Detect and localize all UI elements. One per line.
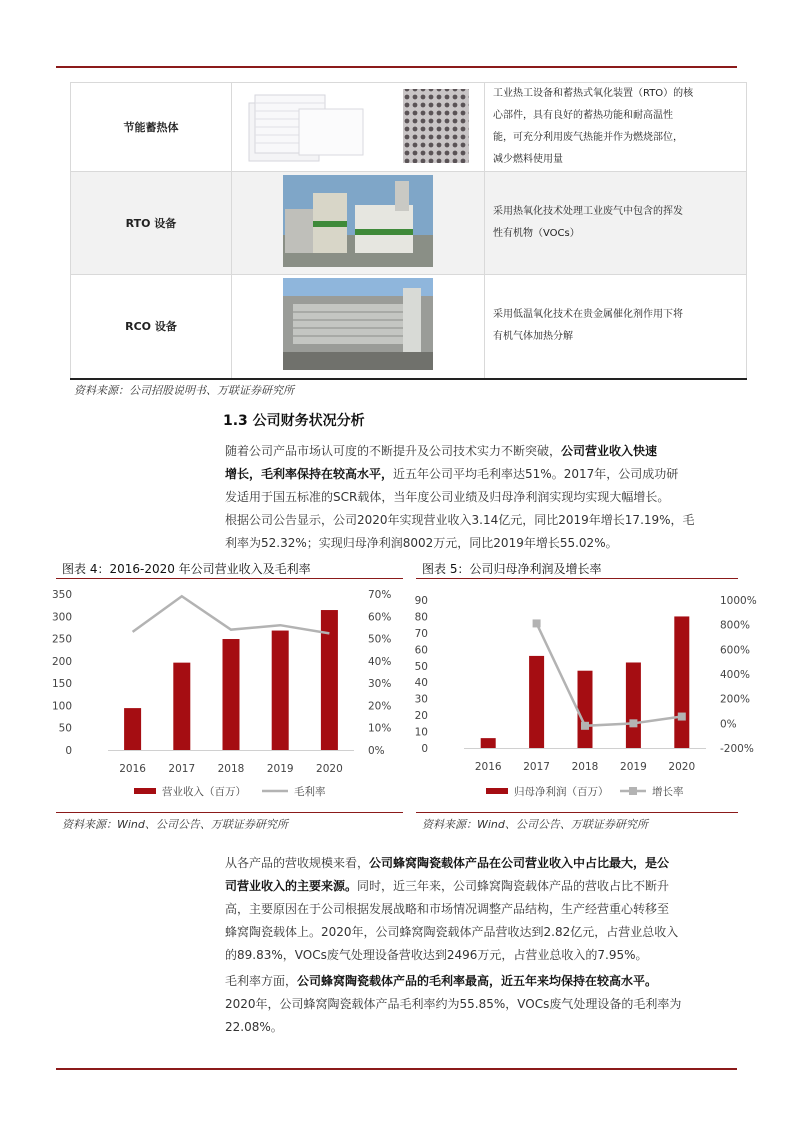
y-left-tick-label: 50 (414, 660, 428, 673)
product-image-rco (231, 275, 484, 379)
y-left-tick-label: 150 (51, 678, 72, 691)
product-table (70, 82, 747, 380)
y-left-tick-label: 10 (414, 726, 428, 739)
header-rule (56, 66, 737, 68)
y-left-tick-label: 20 (414, 710, 428, 723)
legend-bar-swatch (134, 788, 156, 794)
net-profit-growth-chart (414, 582, 757, 810)
figure-4-title-rule (56, 578, 403, 579)
y-right-tick-label: 1000% (720, 595, 757, 607)
legend-line-marker (629, 787, 637, 795)
y-right-tick-label: 400% (720, 669, 751, 681)
line-series (133, 596, 330, 633)
figure-4-bottom-rule (56, 812, 403, 813)
y-left-tick-label: 0 (421, 743, 428, 755)
y-left-tick-label: 300 (51, 611, 72, 624)
x-tick-label: 2017 (523, 761, 550, 773)
table-row (71, 172, 747, 275)
product-name: RCO 设备 (71, 275, 232, 379)
y-left-tick-label: 350 (51, 589, 72, 601)
x-tick-label: 2016 (474, 761, 502, 773)
y-left-tick-label: 100 (51, 700, 72, 713)
y-right-tick-label: 0% (720, 718, 737, 731)
y-right-tick-label: 0% (368, 745, 385, 757)
y-right-tick-label: 800% (720, 619, 751, 632)
bar (626, 662, 641, 748)
product-description: 工业热工设备和蓄热式氧化装置（RTO）的核 心部件，具有良好的蓄热功能和耐高温性 能，可充分利用废气热能并作为燃烧部位， 减少燃料使用量 (484, 83, 746, 172)
y-left-tick-label: 200 (51, 655, 72, 668)
paragraph-revenue-mix: 从各产品的营收规模来看，公司蜂窝陶瓷载体产品在公司营业收入中占比最大，是公 司营业收入的主要来源。同时，近三年来，公司蜂窝陶瓷载体产品的营收占比不断升 高，主要原因在于公司根据发展战略和市场情况调整产品结构，生产经营重心转移至 蜂窝陶瓷载体上。2020年，公司蜂窝陶瓷载体产品营收达到2.82亿元，占营业总收入 的89.83%，VOCs废气处理设备营收达到2496万元，占营业总收入的7.95%。 (225, 856, 679, 962)
section-heading: 1.3 公司财务状况分析 (223, 413, 365, 429)
y-right-tick-label: 50% (368, 633, 392, 646)
y-left-tick-label: 50 (58, 722, 72, 735)
x-tick-label: 2020 (668, 761, 696, 773)
revenue-margin-chart (51, 582, 406, 810)
footer-rule (56, 1068, 737, 1070)
y-right-tick-label: 30% (368, 678, 392, 691)
figure-5-title: 图表 5：公司归母净利润及增长率 (422, 562, 602, 576)
product-name: RTO 设备 (71, 172, 232, 275)
line-marker (581, 722, 589, 730)
y-left-tick-label: 70 (414, 627, 428, 640)
x-tick-label: 2019 (266, 763, 294, 775)
bar (272, 631, 289, 750)
figure-4-source-note: 资料来源：Wind、公司公告、万联证券研究所 (62, 818, 288, 831)
x-tick-label: 2016 (119, 763, 146, 775)
legend-bar-swatch (486, 788, 508, 794)
legend-bar-label: 营业收入（百万） (162, 786, 246, 798)
product-image-rto (231, 172, 484, 275)
legend-line-label: 增长率 (652, 786, 684, 798)
x-tick-label: 2018 (571, 761, 599, 773)
y-right-tick-label: 10% (368, 722, 392, 735)
figure-4-title: 图表 4：2016-2020 年公司营业收入及毛利率 (62, 562, 311, 576)
bar (481, 738, 496, 748)
x-tick-label: 2017 (168, 763, 196, 775)
y-right-tick-label: 60% (368, 611, 392, 624)
bar (223, 639, 240, 750)
product-description: 采用热氧化技术处理工业废气中包含的挥发 性有机物（VOCs） (484, 172, 746, 275)
y-left-tick-label: 60 (414, 644, 428, 657)
bar (529, 656, 544, 748)
line-marker (629, 719, 637, 727)
y-right-tick-label: -200% (720, 743, 754, 755)
y-left-tick-label: 90 (414, 595, 428, 607)
y-left-tick-label: 80 (414, 611, 428, 624)
legend-line-label: 毛利率 (294, 786, 326, 798)
table-row (71, 83, 747, 172)
bar (321, 610, 338, 750)
legend-bar-label: 归母净利润（百万） (514, 786, 609, 798)
y-left-tick-label: 250 (51, 633, 72, 646)
bar (173, 663, 190, 750)
line-marker (533, 619, 541, 627)
y-left-tick-label: 0 (65, 745, 72, 757)
y-right-tick-label: 40% (368, 655, 392, 668)
product-name: 节能蓄热体 (71, 83, 232, 172)
figure-5-bottom-rule (416, 812, 738, 813)
bar (578, 671, 593, 748)
bar (124, 708, 141, 750)
y-left-tick-label: 40 (414, 677, 428, 690)
table-source-note: 资料来源：公司招股说明书、万联证券研究所 (74, 384, 294, 397)
bar (674, 616, 689, 748)
figure-5-title-rule (416, 578, 738, 579)
table-row (71, 275, 747, 379)
figure-5-source-note: 资料来源：Wind、公司公告、万联证券研究所 (422, 818, 648, 831)
product-image-regenerator (231, 83, 484, 172)
x-tick-label: 2018 (217, 763, 245, 775)
y-right-tick-label: 200% (720, 693, 751, 706)
x-tick-label: 2019 (620, 761, 647, 773)
product-description: 采用低温氧化技术在贵金属催化剂作用下将 有机气体加热分解 (484, 275, 746, 379)
x-tick-label: 2020 (316, 763, 343, 775)
y-right-tick-label: 70% (368, 589, 392, 601)
y-left-tick-label: 30 (414, 693, 428, 706)
line-series (537, 623, 682, 725)
y-right-tick-label: 20% (368, 700, 392, 713)
paragraph-financial: 随着公司产品市场认可度的不断提升及公司技术实力不断突破，公司营业收入快速 增长，毛利率保持在较高水平，近五年公司平均毛利率达51%。2017年，公司成功研 发适用于国五标准的SCR载体，当年度公司业绩及归母净利润实现均实现大幅增长。 根据公司公告显示，公司2020年实现营业收入3.14亿元，同比2019年增长17.19%，毛 利率为52.32%；实现归母净利润8002万元，同比2019年增长55.02%。 (225, 444, 695, 550)
paragraph-margin: 毛利率方面，公司蜂窝陶瓷载体产品的毛利率最高，近五年来均保持在较高水平。 2020年，公司蜂窝陶瓷载体产品毛利率约为55.85%，VOCs废气处理设备的毛利率为 22.08%。 (225, 974, 682, 1034)
line-marker (678, 713, 686, 721)
y-right-tick-label: 600% (720, 644, 751, 657)
